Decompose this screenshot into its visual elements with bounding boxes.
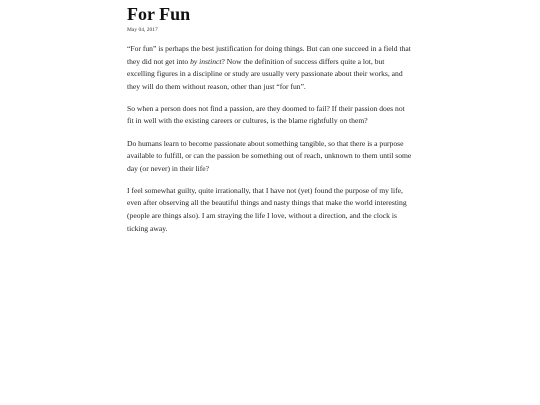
post-body: [127, 43, 413, 235]
paragraph-1-text-end: ? Now the definition of success differs quite a lot, but excelling figures in a discipline or study are usually very passionate about their works, and they will do them without reason, other than just “for fun”.: [127, 56, 403, 91]
blog-post: [127, 4, 413, 245]
paragraph-1-emphasis: by instinct: [190, 56, 222, 66]
post-title: For Fun: [127, 4, 191, 24]
paragraph-4: I feel somewhat guilty, quite irrationally, that I have not (yet) found the purpose of my life, even after observing all the beautiful things and nasty things that make the world interesting (people are things also). I am straying the life I love, without a direction, and the clock is ticking away.: [127, 185, 407, 233]
paragraph-3: Do humans learn to become passionate about something tangible, so that there is a purpose available to fulfill, or can the passion be something out of reach, unknown to them until some day (or never) in their life?: [127, 138, 412, 173]
paragraph-1: [127, 43, 413, 93]
paragraph-2: So when a person does not find a passion, are they doomed to fail? If their passion does not fit in well with the existing careers or cultures, is the blame rightfully on them?: [127, 103, 405, 126]
paragraph-1-text-start: “For fun” is perhaps the best justification for doing things. But can one succeed in a field that they did not get into: [127, 44, 411, 66]
post-date: May 04, 2017: [127, 27, 158, 33]
